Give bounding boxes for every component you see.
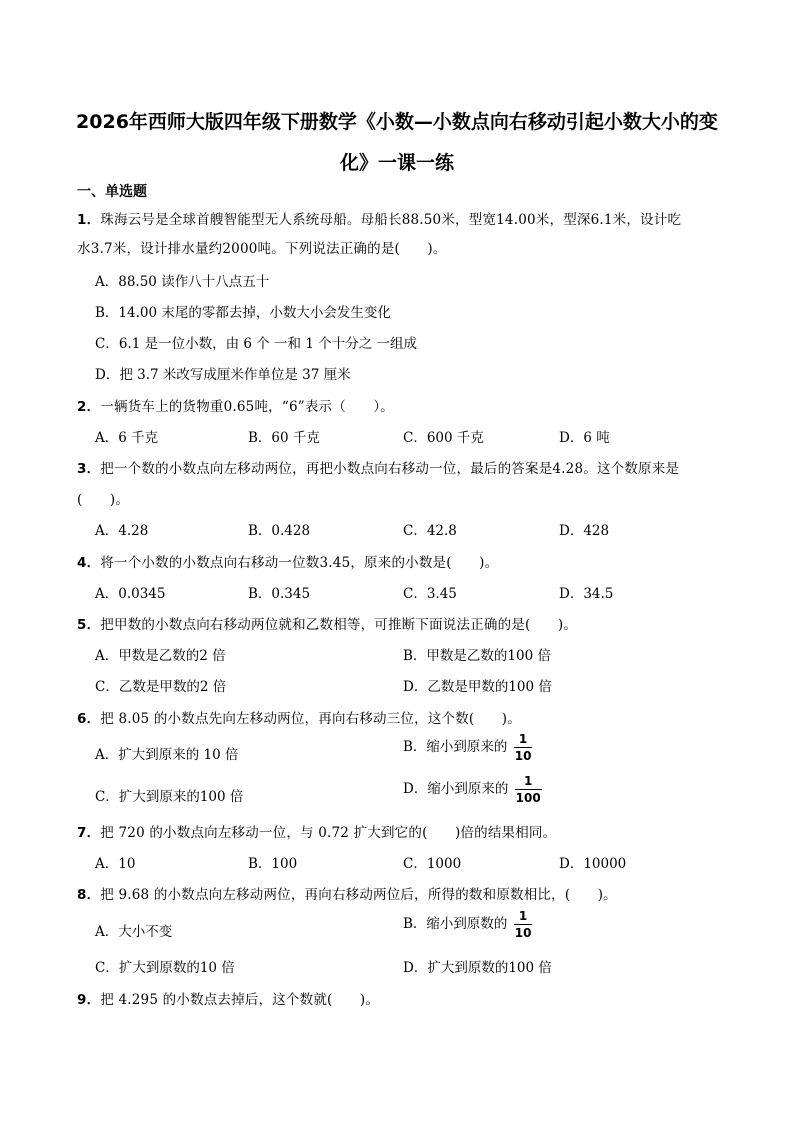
q3-option-b[interactable]: B．0.428 — [248, 523, 311, 539]
question-number: 7． — [77, 825, 101, 841]
fraction-denominator: 100 — [515, 791, 541, 805]
q2-option-c[interactable]: C．600 千克 — [403, 430, 484, 446]
question-text: 把甲数的小数点向右移动两位就和乙数相等，可推断下面说法正确的是( )。 — [100, 617, 578, 633]
q1-option-b[interactable]: B．14.00 末尾的零都去掉，小数大小会发生变化 — [95, 305, 391, 321]
fraction-numerator: 1 — [518, 732, 528, 746]
question-number: 1． — [77, 212, 101, 228]
q4-option-c[interactable]: C．3.45 — [403, 586, 457, 602]
page-title-line2: 化》一课一练 — [339, 152, 454, 174]
q8-option-c[interactable]: C．扩大到原数的10 倍 — [95, 960, 235, 976]
question-6-line1 — [77, 707, 521, 727]
question-text: 把 720 的小数点向左移动一位，与 0.72 扩大到它的( )倍的结果相同。 — [100, 825, 557, 841]
q6-option-a[interactable]: A．扩大到原来的 10 倍 — [95, 747, 239, 763]
question-number: 2． — [77, 399, 101, 415]
q4-option-d[interactable]: D．34.5 — [559, 586, 614, 602]
q5-option-a[interactable]: A．甲数是乙数的2 倍 — [95, 648, 226, 664]
q4-option-b[interactable]: B．0.345 — [248, 586, 311, 602]
question-text: 把 4.295 的小数点去掉后，这个数就( )。 — [100, 992, 380, 1008]
question-number: 4． — [77, 555, 101, 571]
question-3-line2: ( )。 — [77, 492, 130, 508]
fraction-numerator: 1 — [518, 909, 528, 923]
question-number: 6． — [77, 711, 101, 727]
question-7-line1 — [77, 821, 556, 841]
q8-option-b[interactable] — [403, 910, 532, 939]
q1-option-d[interactable]: D．把 3.7 米改写成厘米作单位是 37 厘米 — [95, 367, 351, 383]
q8-option-d[interactable]: D．扩大到原数的100 倍 — [403, 960, 552, 976]
question-3-line1 — [77, 457, 679, 477]
question-text: 把 9.68 的小数点向左移动两位，再向右移动两位后，所得的数和原数相比，( )。 — [100, 887, 617, 903]
q3-option-a[interactable]: A．4.28 — [95, 523, 149, 539]
q8-option-a[interactable]: A．大小不变 — [95, 924, 173, 940]
q5-option-b[interactable]: B．甲数是乙数的100 倍 — [403, 648, 551, 664]
option-text: B．缩小到原数的 — [403, 916, 508, 932]
question-number: 3． — [77, 461, 101, 477]
q7-option-b[interactable]: B．100 — [248, 856, 298, 872]
fraction — [514, 733, 533, 762]
q7-option-c[interactable]: C．1000 — [403, 856, 462, 872]
question-number: 9． — [77, 992, 101, 1008]
section-heading: 一、单选题 — [77, 184, 147, 200]
question-text: 把 8.05 的小数点先向左移动两位，再向右移动三位，这个数( )。 — [100, 711, 521, 727]
q2-option-d[interactable]: D．6 吨 — [559, 430, 610, 446]
question-2-line1 — [77, 395, 394, 415]
fraction-numerator: 1 — [523, 774, 533, 788]
question-5-line1 — [77, 613, 577, 633]
page-title-line1: 2026年西师大版四年级下册数学《小数—小数点向右移动引起小数大小的变 — [76, 111, 718, 133]
question-number: 8． — [77, 887, 101, 903]
q7-option-a[interactable]: A．10 — [95, 856, 136, 872]
q4-option-a[interactable]: A．0.0345 — [95, 586, 166, 602]
fraction — [515, 775, 542, 804]
q6-option-c[interactable]: C．扩大到原来的100 倍 — [95, 789, 244, 805]
question-8-line1 — [77, 883, 617, 903]
q3-option-d[interactable]: D．428 — [559, 523, 610, 539]
q5-option-d[interactable]: D．乙数是甲数的100 倍 — [403, 679, 552, 695]
question-number: 5． — [77, 617, 101, 633]
question-1-line2: 水3.7米，设计排水量约2000吨。下列说法正确的是( )。 — [77, 241, 447, 257]
option-text: D．缩小到原来的 — [403, 781, 509, 797]
option-text: B．缩小到原来的 — [403, 739, 508, 755]
q1-option-a[interactable]: A．88.50 读作八十八点五十 — [95, 274, 270, 290]
fraction-denominator: 10 — [514, 926, 532, 940]
q2-option-a[interactable]: A．6 千克 — [95, 430, 159, 446]
question-text: 一辆货车上的货物重0.65吨，“6”表示（ ）。 — [100, 399, 394, 415]
q7-option-d[interactable]: D．10000 — [559, 856, 627, 872]
question-9-line1 — [77, 988, 379, 1008]
q6-option-b[interactable] — [403, 733, 532, 762]
question-1-line1 — [77, 208, 681, 228]
question-text: 把一个数的小数点向左移动两位，再把小数点向右移动一位，最后的答案是4.28。这个数原来是 — [100, 461, 680, 477]
q5-option-c[interactable]: C．乙数是甲数的2 倍 — [95, 679, 227, 695]
fraction — [514, 910, 533, 939]
q1-option-c[interactable]: C．6.1 是一位小数，由 6 个 一和 1 个十分之 一组成 — [95, 336, 418, 352]
q3-option-c[interactable]: C．42.8 — [403, 523, 457, 539]
fraction-denominator: 10 — [514, 749, 532, 763]
q6-option-d[interactable] — [403, 775, 542, 804]
question-text: 珠海云号是全球首艘智能型无人系统母船。母船长88.50米，型宽14.00米，型深6.1米，设计吃 — [100, 212, 682, 228]
question-4-line1 — [77, 551, 498, 571]
question-text: 将一个小数的小数点向右移动一位数3.45，原来的小数是( )。 — [100, 555, 499, 571]
q2-option-b[interactable]: B．60 千克 — [248, 430, 320, 446]
